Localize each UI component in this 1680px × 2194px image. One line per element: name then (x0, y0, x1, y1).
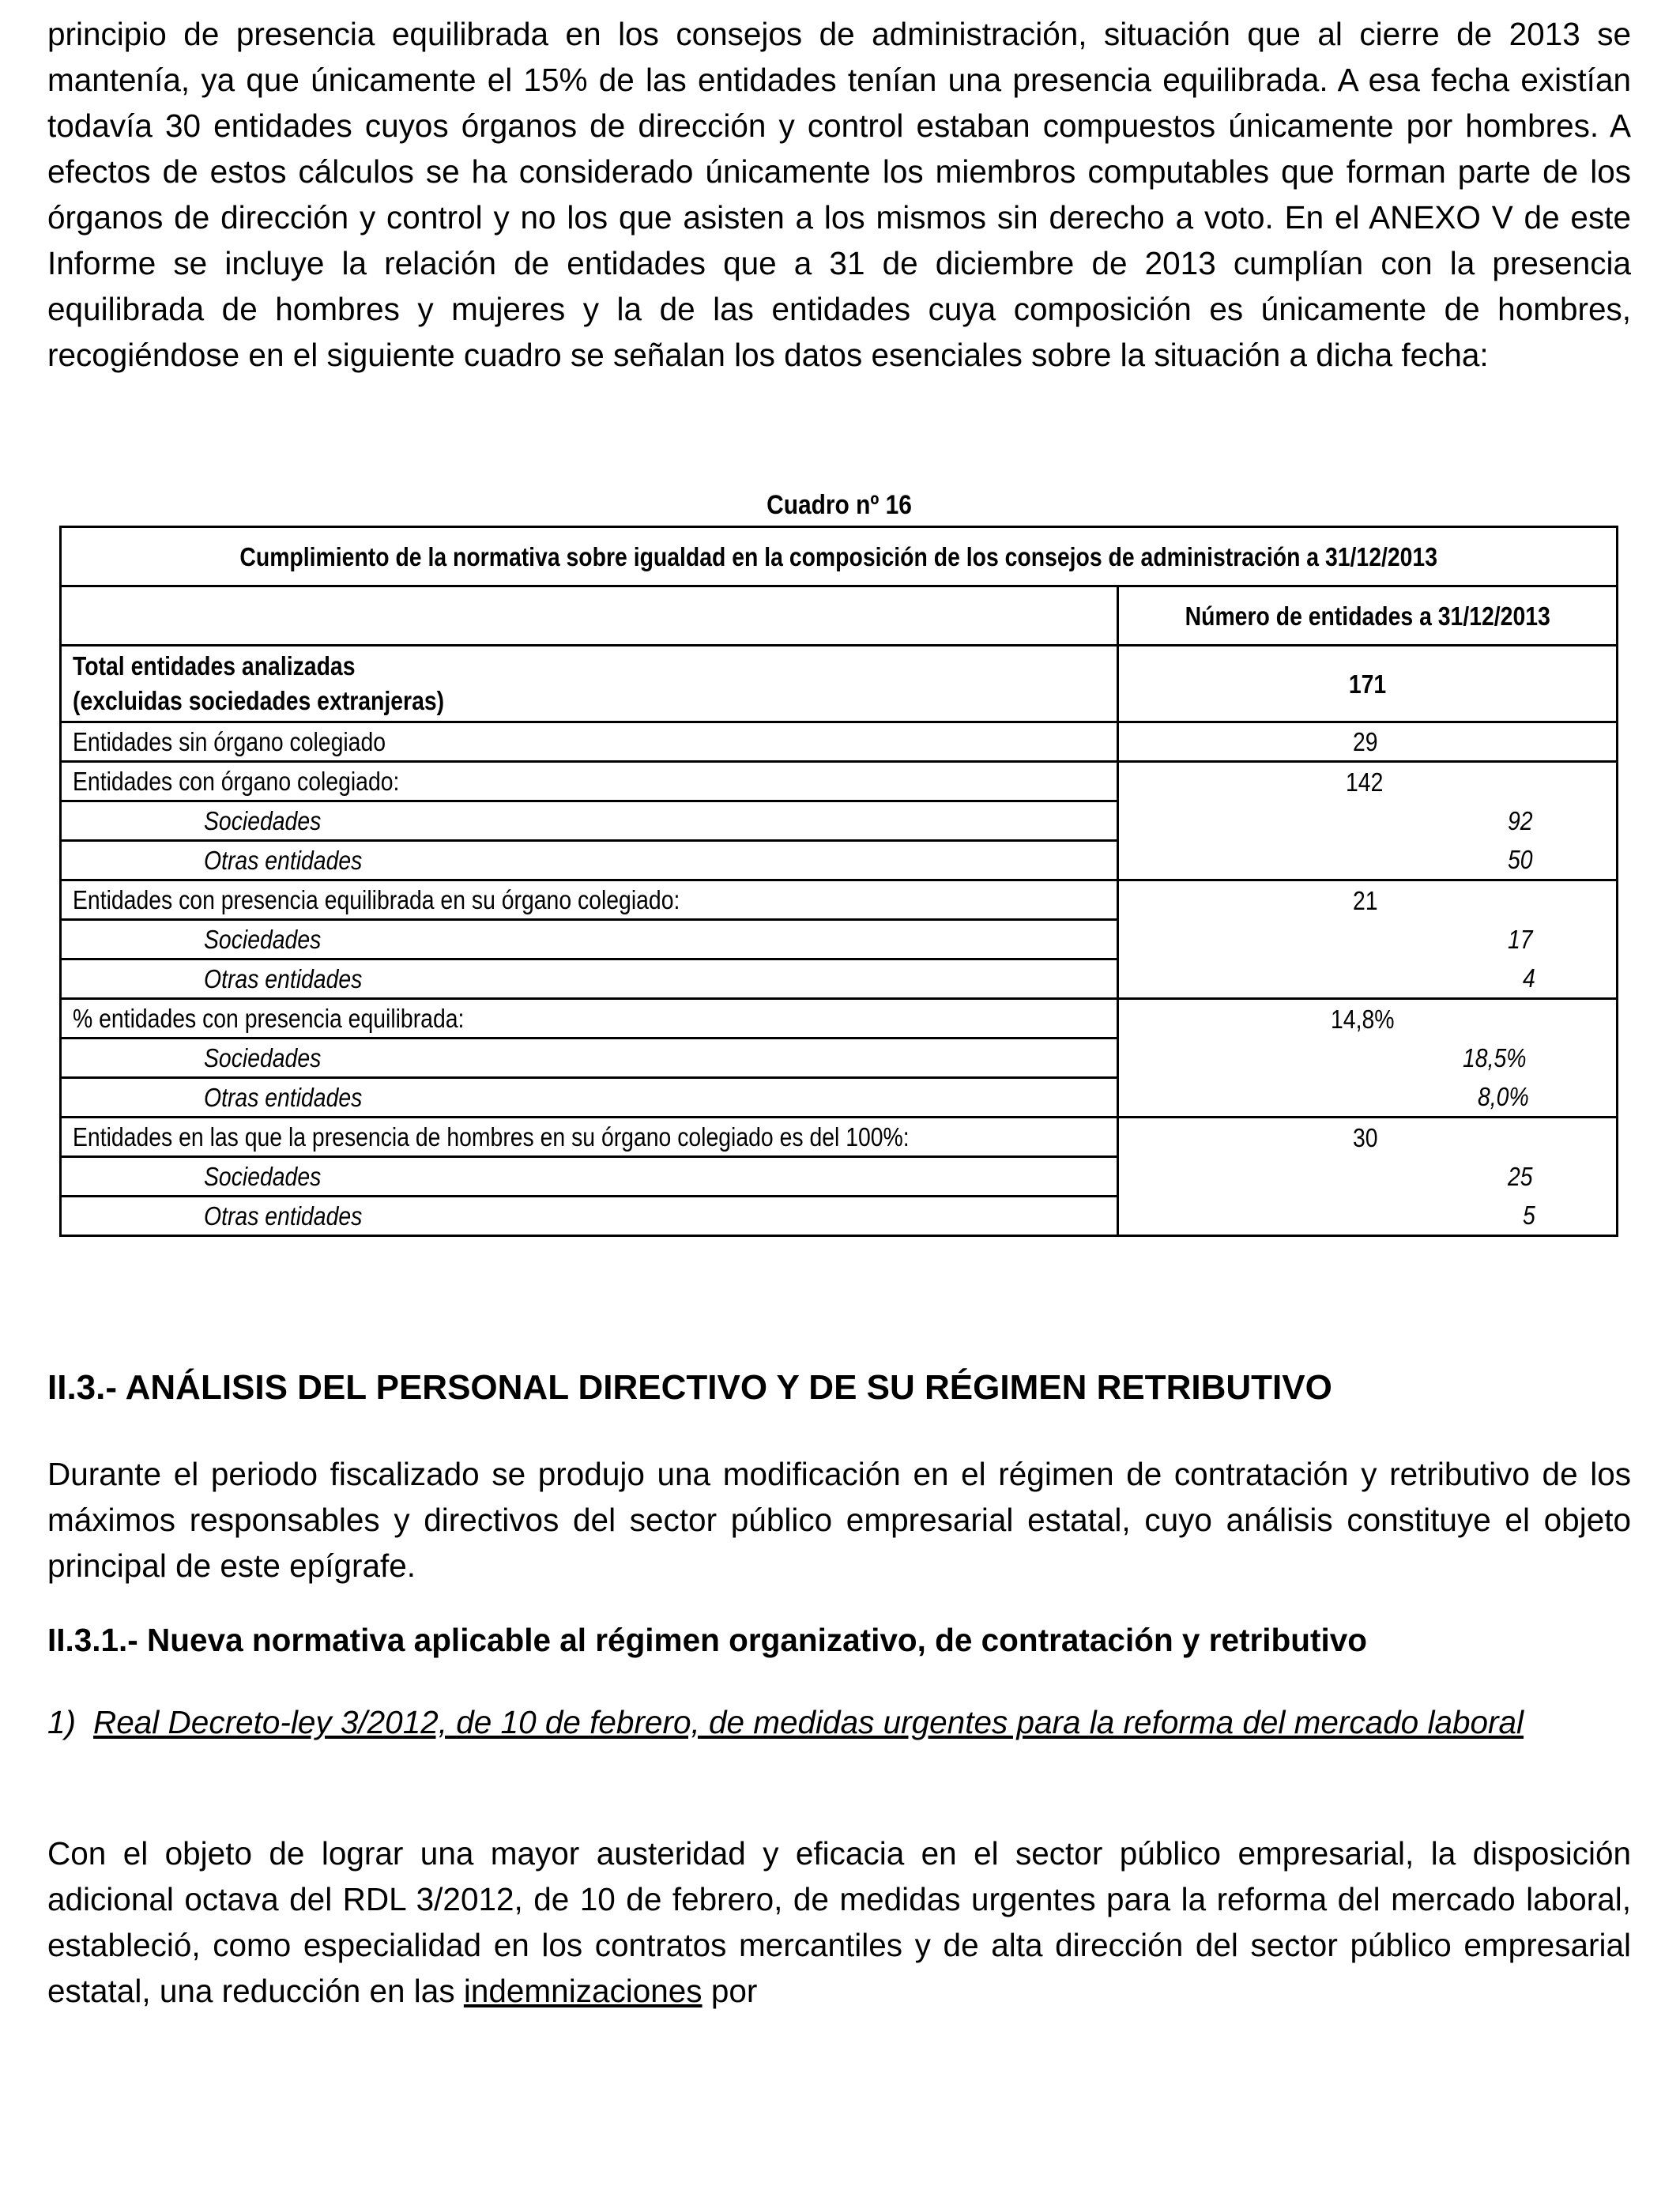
row-label: Entidades con presencia equilibrada en su órgano colegiado: (73, 885, 680, 914)
final-paragraph (47, 1830, 1631, 2014)
table-row (61, 762, 1618, 801)
list-item (47, 1699, 1631, 1745)
row-label: Entidades con órgano colegiado: (73, 767, 400, 796)
row-sub-value: 4 (1522, 963, 1535, 993)
row-label: Otras entidades (204, 1201, 363, 1231)
row-main-value: 30 (1353, 1122, 1378, 1152)
table-caption: Cuadro nº 16 (767, 490, 912, 520)
table-row (61, 841, 1618, 880)
total-label-1: Total entidades analizadas (73, 651, 356, 680)
row-sub-value: 50 (1508, 845, 1533, 875)
table-row (61, 920, 1618, 959)
row-label: Entidades en las que la presencia de hombres en su órgano colegiado es del 100%: (73, 1122, 910, 1152)
row-label: Sociedades (204, 1162, 322, 1191)
table-header-row (61, 586, 1618, 646)
list-item-text: Real Decreto-ley 3/2012, de 10 de febrero, de medidas urgentes para la reforma del mercado laboral (93, 1704, 1524, 1740)
table-row (61, 1039, 1618, 1078)
row-sub-value: 18,5% (1463, 1043, 1527, 1072)
row-label: Sociedades (204, 806, 322, 835)
row-main-value: 14,8% (1330, 1004, 1395, 1034)
row-label: Sociedades (204, 1043, 322, 1072)
row-label: % entidades con presencia equilibrada: (73, 1004, 465, 1033)
total-label-2: (excluidas sociedades extranjeras) (73, 686, 445, 715)
table-title-row (61, 527, 1618, 586)
row-label: Otras entidades (204, 964, 363, 993)
row-sub-value: 92 (1508, 806, 1533, 835)
table-row (61, 801, 1618, 841)
table-row (61, 999, 1618, 1039)
row-main-value: 142 (1345, 767, 1384, 797)
table-row (61, 722, 1618, 762)
row-sub-value: 25 (1508, 1162, 1533, 1191)
total-value: 171 (1348, 669, 1387, 699)
list-item-number: 1) (47, 1704, 77, 1740)
final-paragraph-tail: por (710, 1973, 758, 2009)
table-row (61, 1078, 1618, 1118)
row-label: Sociedades (204, 925, 322, 954)
row-sub-value: 8,0% (1477, 1082, 1529, 1112)
section-heading: II.3.- ANÁLISIS DEL PERSONAL DIRECTIVO Y DE SU RÉGIMEN RETRIBUTIVO (47, 1368, 1332, 1407)
section-paragraph: Durante el periodo fiscalizado se produjo una modificación en el régimen de contratación y retributivo de los máximos responsables y directivos del sector público empresarial estatal, cuyo análisis constituye el objeto principal de este epígrafe. (47, 1456, 1631, 1584)
table-row (61, 959, 1618, 999)
row-label: Entidades sin órgano colegiado (73, 727, 386, 756)
column-header: Número de entidades a 31/12/2013 (1185, 601, 1550, 631)
row-sub-value: 17 (1508, 925, 1533, 954)
table-row (61, 880, 1618, 920)
table-row (61, 1157, 1618, 1197)
row-label: Otras entidades (204, 846, 363, 875)
table-title: Cumplimiento de la normativa sobre igualdad en la composición de los consejos de administración a 31/12/2013 (239, 541, 1438, 571)
table-row-total (61, 646, 1618, 722)
indemnizaciones-link-text: indemnizaciones (463, 1973, 703, 2009)
row-main-value: 21 (1353, 885, 1378, 915)
row-main-value: 29 (1353, 727, 1378, 756)
intro-paragraph: principio de presencia equilibrada en los consejos de administración, situación que al cierre de 2013 se mantenía, ya que únicamente el 15% de las entidades tenían una presencia equilibrada. A esa fecha existían todavía 30 entidades cuyos órganos de dirección y control estaban compuestos únicamente por hombres. A efectos de estos cálculos se ha considerado únicamente los miembros computables que forman parte de los órganos de dirección y control y no los que asisten a los mismos sin derecho a voto. En el ANEXO V de este Informe se incluye la relación de entidades que a 31 de diciembre de 2013 cumplían con la presencia equilibrada de hombres y mujeres y la de las entidades cuya composición es únicamente de hombres, recogiéndose en el siguiente cuadro se señalan los datos esenciales sobre la situación a dicha fecha: (47, 16, 1631, 373)
subsection-heading: II.3.1.- Nueva normativa aplicable al régimen organizativo, de contratación y retributivo (47, 1622, 1367, 1658)
table-row (61, 1197, 1618, 1236)
row-label: Otras entidades (204, 1083, 363, 1112)
row-sub-value: 5 (1522, 1201, 1535, 1231)
cuadro-16-table (59, 526, 1618, 1237)
final-paragraph-text: Con el objeto de lograr una mayor austeridad y eficacia en el sector público empresarial, la disposición adicional octava del RDL 3/2012, de 10 de febrero, de medidas urgentes para la reforma del mercado laboral, estableció, como especialidad en los contratos mercantiles y de alta dirección del sector público empresarial estatal, una reducción en las (47, 1835, 1631, 2009)
table-row (61, 1118, 1618, 1157)
